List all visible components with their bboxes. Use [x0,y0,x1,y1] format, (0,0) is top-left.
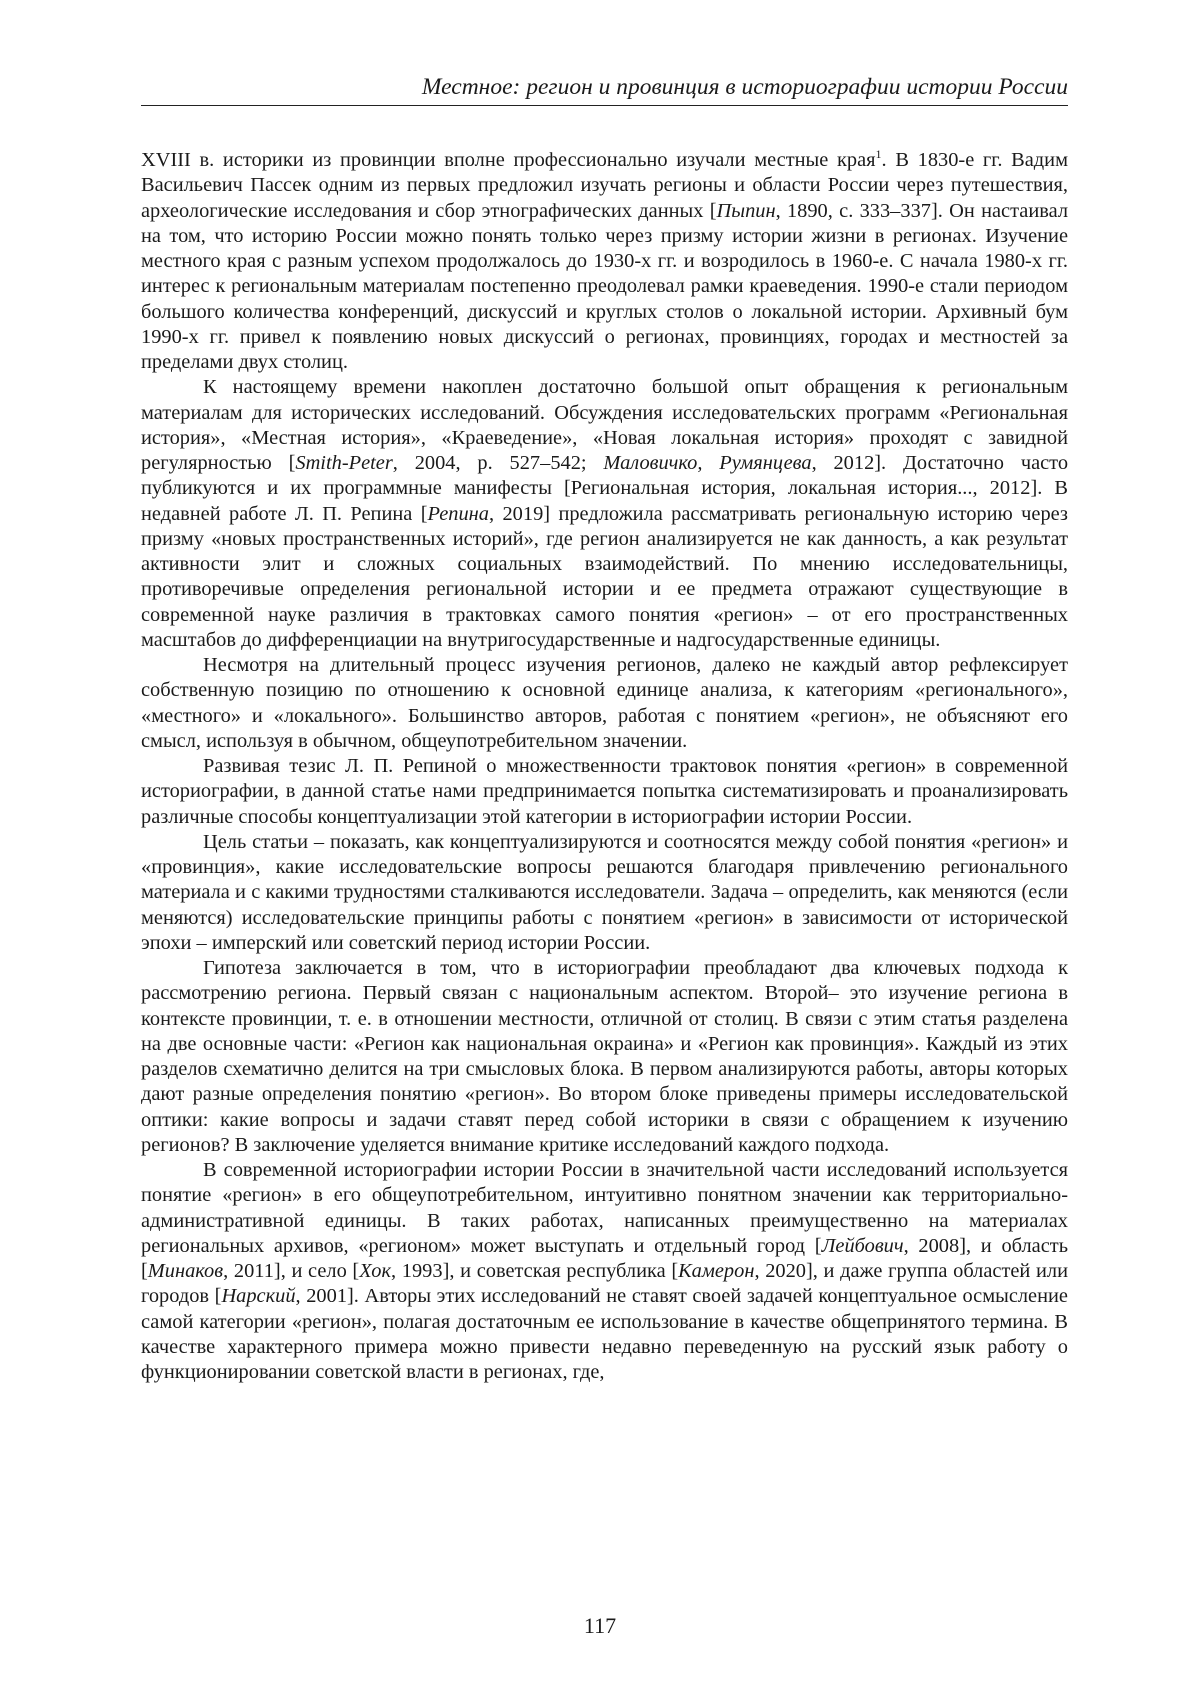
citation-author: Хок [359,1260,391,1282]
paragraph-5: Цель статьи – показать, как концептуализируются и соотносятся между собой понятия «регион» и «провинция», какие исследовательские вопросы решаются благодаря привлечению регионального материала и с какими трудностями сталкиваются исследователи. Задача – определить, как меняются (если меняются) исследовательские принципы работы с понятием «регион» в зависимости от исторической эпохи – имперский или советский период истории России. [141,830,1068,956]
paragraph-7: В современной историографии истории России в значительной части исследований используется понятие «регион» в его общеупотребительном, интуитивно понятном значении как территориально-административной единицы. В таких работах, написанных преимущественно на материалах региональных архивов, «регионом» может выступать и отдельный город [Лейбович, 2008], и область [Минаков, 2011], и село [Хок, 1993], и советская республика [Камерон, 2020], и даже группа областей или городов [Нарский, 2001]. Авторы этих исследований не ставят своей задачей концептуальное осмысление самой категории «регион», полагая достаточным ее использование в качестве общепринятого термина. В качестве характерного примера можно привести недавно переведенную на русский язык работу о функционировании советской власти в регионах, где, [141,1158,1068,1385]
citation-author: Лейбович [822,1235,904,1257]
citation-author: Камерон [678,1260,754,1282]
running-header [141,72,1068,106]
citation-author: Минаков [148,1260,223,1282]
article-body [141,148,1068,1385]
paragraph-3: Несмотря на длительный процесс изучения регионов, далеко не каждый автор рефлексирует собственную позицию по отношению к основной единице анализа, к категориям «регионального», «местного» и «локального». Большинство авторов, работая с понятием «регион», не объясняют его смысл, используя в обычном, общеупотребительном значении. [141,653,1068,754]
paragraph-2: К настоящему времени накоплен достаточно большой опыт обращения к региональным материалам для исторических исследований. Обсуждения исследовательских программ «Региональная история», «Местная история», «Краеведение», «Новая локальная история» проходят с завидной регулярностью [Smith-Peter, 2004, p. 527–542; Маловичко, Румянцева, 2012]. Достаточно часто публикуются и их программные манифесты [Региональная история, локальная история..., 2012]. В недавней работе Л. П. Репина [Репина, 2019] предложила рассматривать региональную историю через призму «новых пространственных историй», где регион анализируется не как данность, а как результат активности элит и сложных социальных взаимодействий. По мнению исследовательницы, противоречивые определения региональной истории и ее предмета отражают существующие в современной науке различия в трактовках самого понятия «регион» – от его пространственных масштабов до дифференциации на внутригосударственные и надгосударственные единицы. [141,375,1068,653]
running-title: Местное: регион и провинция в историографии истории России [422,74,1068,100]
citation-author: Нарский [221,1285,295,1307]
paragraph-6: Гипотеза заключается в том, что в историографии преобладают два ключевых подхода к рассмотрению региона. Первый связан с национальным аспектом. Второй– это изучение региона в контексте провинции, т. е. в отношении местности, отличной от столиц. В связи с этим статья разделена на две основные части: «Регион как национальная окраина» и «Регион как провинция». Каждый из этих разделов схематично делится на три смысловых блока. В первом анализируются работы, авторы которых дают разные определения понятию «регион». Во втором блоке приведены примеры исследовательской оптики: какие вопросы и задачи ставят перед собой историки в связи с обращением к изучению регионов? В заключение уделяется внимание критике исследований каждого подхода. [141,956,1068,1158]
paragraph-4: Развивая тезис Л. П. Репиной о множественности трактовок понятия «регион» в современной историографии, в данной статье нами предпринимается попытка систематизировать и проанализировать различные способы концептуализации этой категории в историографии истории России. [141,754,1068,830]
citation-author: Пыпин [717,200,776,222]
footnote-marker[interactable]: 1 [876,147,882,161]
citation-author: Репина [428,503,489,525]
paragraph-1: XVIII в. историки из провинции вполне профессионально изучали местные края1. В 1830-е гг. Вадим Васильевич Пассек одним из первых предложил изучать регионы и области России через путешествия, археологические исследования и сбор этнографических данных [Пыпин, 1890, с. 333–337]. Он настаивал на том, что историю России можно понять только через призму истории жизни в регионах. Изучение местного края с разным успехом продолжалось до 1930-х гг. и возродилось в 1960-е. С начала 1980-х гг. интерес к региональным материалам постепенно преодолевал рамки краеведения. 1990-е стали периодом большого количества конференций, дискуссий и круглых столов о локальной истории. Архивный бум 1990-х гг. привел к появлению новых дискуссий о регионах, провинциях, городах и местностей за пределами двух столиц. [141,148,1068,375]
page-number: 117 [0,1612,1200,1640]
citation-author: Маловичко, Румянцева [603,452,811,474]
citation-author: Smith-Peter [295,452,392,474]
